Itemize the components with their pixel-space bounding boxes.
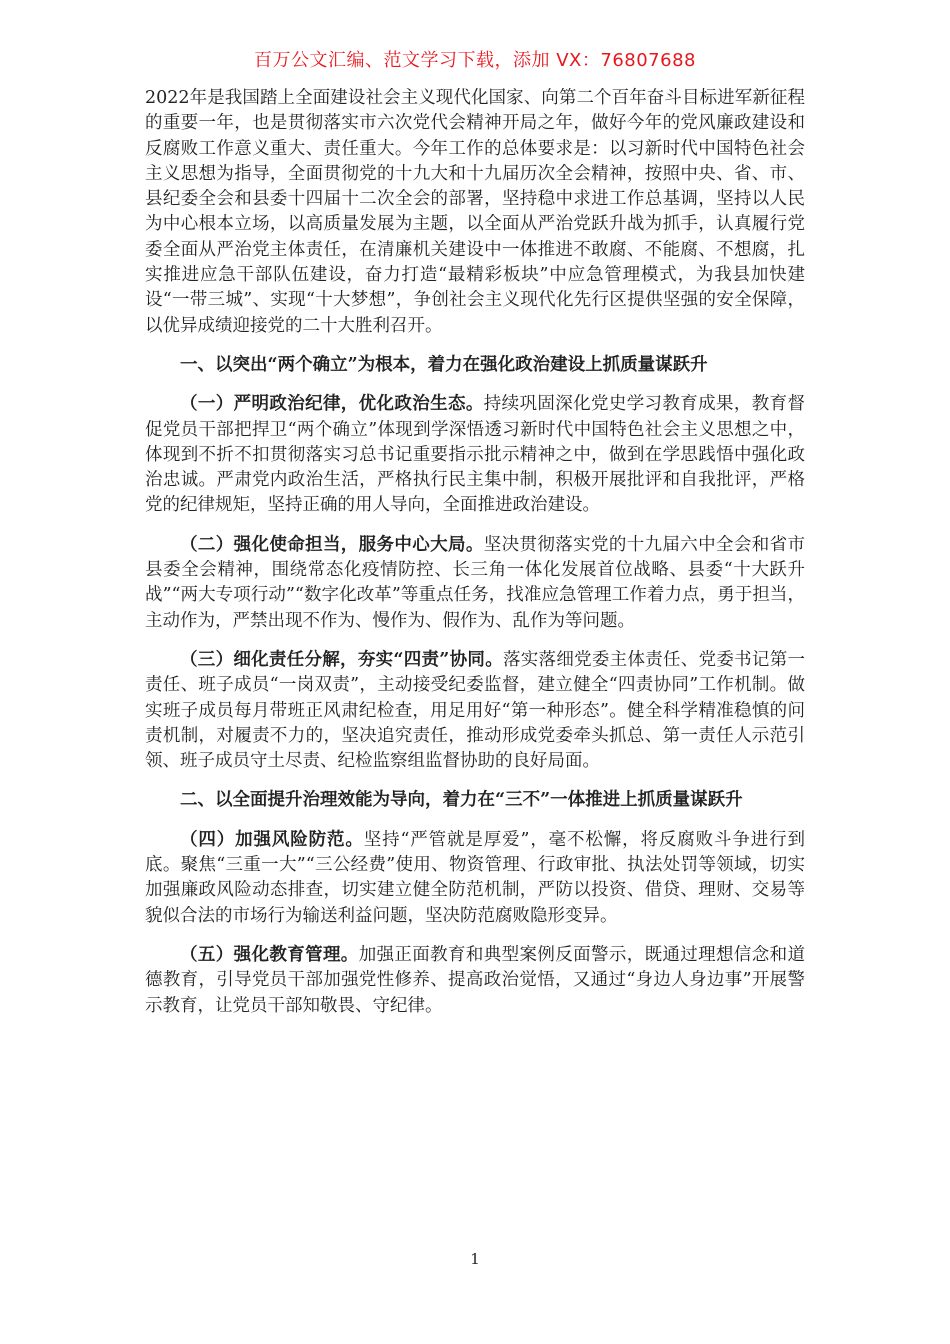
item-lead-2: （二）强化使命担当，服务中心大局。 bbox=[180, 534, 484, 555]
item-text-2: 坚决贯彻落实党的十九届六中全会和省市县委全会精神，围绕常态化疫情防控、长三角一体化发展首位战略、县委“十大跃升战”“两大专项行动”“数字化改革”等重点任务，找准应急管理工作着力点，勇于担当，主动作为，严禁出现不作为、慢作为、假作为、乱作为等问题。 bbox=[145, 534, 805, 631]
item-lead-5: （五）强化教育管理。 bbox=[180, 944, 359, 965]
item-lead-3: （三）细化责任分解，夯实“四责”协同。 bbox=[180, 649, 503, 670]
item-lead-1: （一）严明政治纪律，优化政治生态。 bbox=[180, 394, 484, 415]
intro-paragraph: 2022年是我国踏上全面建设社会主义现代化国家、向第二个百年奋斗目标进军新征程的重要一年，也是贯彻落实市六次党代会精神开局之年，做好今年的党风廉政建设和反腐败工作意义重大、责任重大。今年工作的总体要求是：以习新时代中国特色社会主义思想为指导，全面贯彻党的十九大和十九届历次全会精神，按照中央、省、市、县纪委全会和县委十四届十二次全会的部署，坚持稳中求进工作总基调，坚持以人民为中心根本立场，以高质量发展为主题，以全面从严治党跃升战为抓手，认真履行党委全面从严治党主体责任，在清廉机关建设中一体推进不敢腐、不能腐、不想腐，扎实推进应急干部队伍建设，奋力打造“最精彩板块”中应急管理模式，为我县加快建设“一带三城”、实现“十大梦想”，争创社会主义现代化先行区提供坚强的安全保障，以优异成绩迎接党的二十大胜利召开。 bbox=[145, 88, 805, 336]
section-heading-1: 一、以突出“两个确立”为根本，着力在强化政治建设上抓质量谋跃升 bbox=[180, 354, 708, 375]
item-paragraph-4 bbox=[145, 828, 805, 929]
item-text-4: 坚持“严管就是厚爱”，毫不松懈，将反腐败斗争进行到底。聚焦“三重一大”“三公经费”使用、物资管理、行政审批、执法处罚等领域，切实加强廉政风险动态排查，切实建立健全防范机制，严防以投资、借贷、理财、交易等貌似合法的市场行为输送利益问题，坚决防范腐败隐形变异。 bbox=[145, 829, 805, 926]
item-paragraph-2 bbox=[145, 533, 805, 634]
item-text-3: 落实落细党委主体责任、党委书记第一责任、班子成员“一岗双责”，主动接受纪委监督，建立健全“四责协同”工作机制。做实班子成员每月带班正风肃纪检查，用足用好“第一种形态”。健全科学精准稳慎的问责机制，对履责不力的，坚决追究责任，推动形成党委牵头抓总、第一责任人示范引领、班子成员守土尽责、纪检监察组监督协助的良好局面。 bbox=[145, 649, 805, 772]
item-paragraph-3 bbox=[145, 648, 805, 774]
item-text-5: 加强正面教育和典型案例反面警示，既通过理想信念和道德教育，引导党员干部加强党性修养、提高政治觉悟，又通过“身边人身边事”开展警示教育，让党员干部知敬畏、守纪律。 bbox=[145, 944, 806, 1016]
page-number: 1 bbox=[470, 1250, 480, 1268]
item-text-1: 持续巩固深化党史学习教育成果，教育督促党员干部把捍卫“两个确立”体现到学深悟透习新时代中国特色社会主义思想之中，体现到不折不扣贯彻落实习总书记重要指示批示精神之中，做到在学思践悟中强化政治忠诚。严肃党内政治生活，严格执行民主集中制，积极开展批评和自我批评，严格党的纪律规矩，坚持正确的用人导向，全面推进政治建设。 bbox=[145, 394, 805, 516]
section-heading-2: 二、以全面提升治理效能为导向，着力在“三不”一体推进上抓质量谋跃升 bbox=[180, 790, 743, 811]
watermark-header: 百万公文汇编、范文学习下载，添加 VX：76807688 bbox=[254, 50, 696, 71]
item-paragraph-1 bbox=[145, 392, 805, 518]
item-lead-4: （四）加强风险防范。 bbox=[180, 829, 364, 850]
document-body bbox=[145, 86, 805, 1019]
item-paragraph-5 bbox=[145, 943, 805, 1019]
